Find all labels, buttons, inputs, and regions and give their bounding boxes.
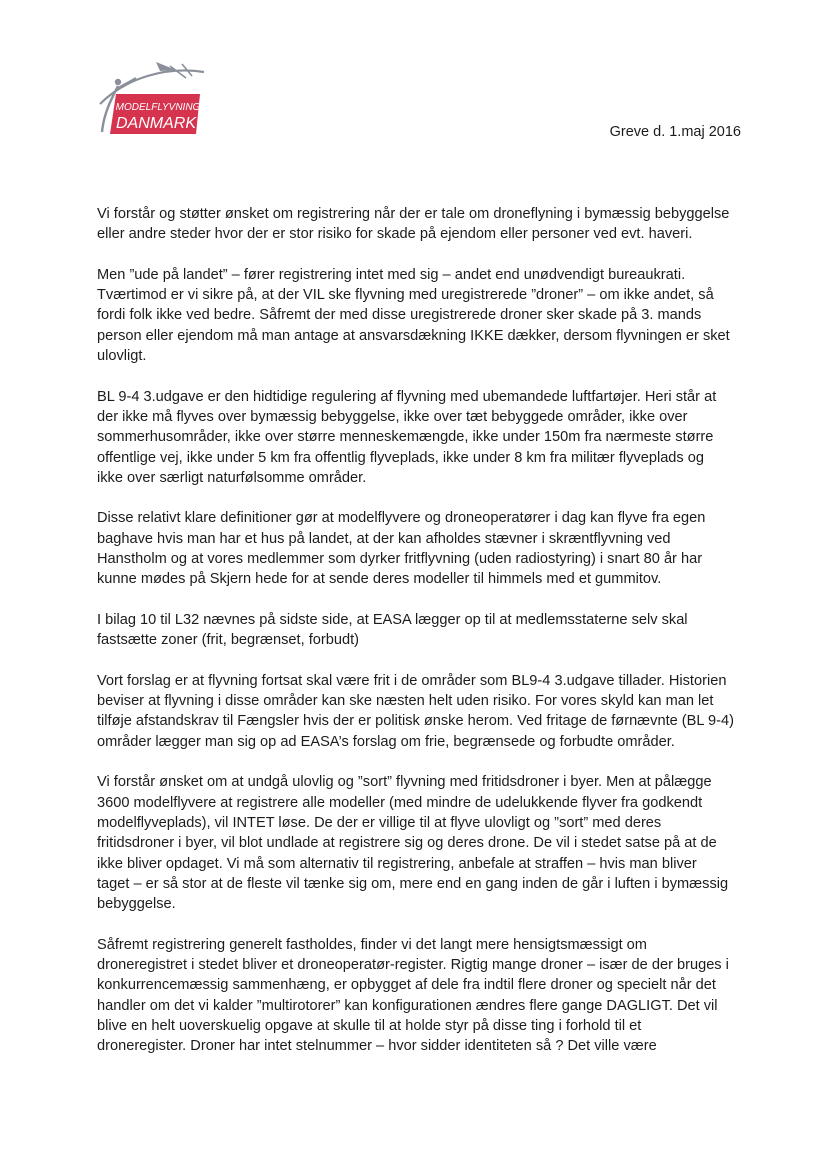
paragraph	[97, 610, 757, 651]
pilot-head	[115, 79, 121, 85]
logo-text-modelflyvning: MODELFLYVNING	[115, 102, 201, 113]
text-line: blive en helt uoverskuelig opgave at skulle til at holde styr på disse ting i forhold til et	[97, 1017, 642, 1034]
text-line: person eller ejendom må man antage at ansvarsdækning IKKE dækker, dersom flyvningen er sket	[97, 327, 730, 344]
text-line: Hanstholm og at vores medlemmer som dyrker fritflyvning (uden radiostyring) i snart 80 år har	[97, 551, 703, 568]
text-line: sommerhusområder, ikke over større menneskemængde, ikke under 150m fra nærmeste større	[97, 429, 714, 446]
text-line: 3600 modelflyvere at registrere alle modeller (med mindre de udelukkende flyver fra godkendt	[97, 794, 703, 811]
text-line: Såfremt registrering generelt fastholdes, finder vi det langt mere hensigtsmæssigt om	[97, 936, 647, 953]
text-line: droneregistret i stedet bliver et droneoperatør-register. Rigtig mange droner – især de der bruges i	[97, 956, 729, 973]
logo-text-danmark: DANMARK	[115, 115, 197, 132]
paragraph	[97, 671, 757, 752]
text-line: Men ”ude på landet” – fører registrering intet med sig – andet end unødvendigt bureaukrati.	[97, 266, 686, 283]
text-line: ikke bliver opdaget. Vi må som alternativ til registrering, anbefale at straffen – hvis man bliver	[97, 855, 697, 872]
text-line: Vi forstår ønsket om at undgå ulovlig og ”sort” flyvning med fritidsdroner i byer. Men at pålægge	[97, 774, 712, 791]
paragraph	[97, 935, 757, 1057]
text-line: bebyggelse.	[97, 896, 176, 913]
text-line: konkurrencemæssig sammenhæng, er opbygget af dele fra indtil flere droner og specielt når det	[97, 977, 716, 994]
text-line: beviser at flyvning i disse områder kan ske næsten helt uden risiko. For vores skyld kan man let	[97, 693, 714, 710]
text-line: eller andre steder hvor der er stor risiko for skade på ejendom eller personer ved evt. haveri.	[97, 226, 693, 243]
text-line: ikke over særligt naturfølsomme områder.	[97, 469, 367, 486]
paragraph	[97, 387, 757, 488]
text-line: fordi folk ikke ved bedre. Såfremt der med disse uregistrerede droner sker skade på 3. mands	[97, 307, 702, 324]
paragraph	[97, 204, 757, 245]
text-line: taget – er så stor at de fleste vil tænke sig om, mere end en gang inden de går i luften i bymæssig	[97, 875, 729, 892]
letter-body	[97, 204, 757, 1077]
text-line: Vort forslag er at flyvning fortsat skal være frit i de områder som BL9-4 3.udgave tillader. Historien	[97, 672, 727, 689]
text-line: Tværtimod er vi sikre på, at der VIL ske flyvning med uregistrerede ”droner” – om ikke andet, så	[97, 287, 714, 304]
text-line: kunne mødes på Skjern hede for at sende deres modeller til himmels med et gummitov.	[97, 571, 662, 588]
text-line: handler om det vi kalder ”multirotorer” kan konfigurationen ændres flere gange DAGLIGT. Det vil	[97, 997, 718, 1014]
paragraph	[97, 508, 757, 589]
paragraph	[97, 265, 757, 366]
text-line: der ikke må flyves over bymæssig bebyggelse, ikke over tæt bebyggede områder, ikke over	[97, 408, 688, 425]
text-line: fritidsdroner i byer, vil blot undlade at registrere sig og deres drone. De vil i stedet satse på at de	[97, 835, 717, 852]
paragraph	[97, 772, 757, 914]
text-line: Disse relativt klare definitioner gør at modelflyvere og droneoperatører i dag kan flyve fra egen	[97, 510, 706, 527]
letter-date: Greve d. 1.maj 2016	[609, 124, 741, 140]
text-line: tilføje afstandskrav til Fængsler hvis der er politisk ønske herom. Ved fritage de førnævnte (BL 9-4)	[97, 713, 734, 730]
club-logo	[96, 58, 216, 142]
aircraft-silhouette	[156, 62, 176, 71]
text-line: offentlige vej, ikke under 5 km fra offentlig flyveplads, ikke under 8 km fra militær flyveplads og	[97, 449, 705, 466]
model-aircraft-logo-graphic	[96, 58, 216, 142]
text-line: baghave hvis man har et hus på landet, at der kan afholdes stævner i skræntflyvning ved	[97, 530, 671, 547]
text-line: ulovligt.	[97, 348, 147, 365]
text-line: modelflyveplads), vil INTET løse. De der er villige til at flyve ulovligt og ”sort” med deres	[97, 814, 662, 831]
text-line: områder lægger man sig op ad EASA’s forslag om frie, begrænsede og forbudte områder.	[97, 733, 675, 750]
text-line: Vi forstår og støtter ønsket om registrering når der er tale om droneflyning i bymæssig bebyggelse	[97, 206, 730, 222]
text-line: droneregister. Droner har intet stelnummer – hvor sidder identiteten så ? Det ville være	[97, 1038, 657, 1055]
text-line: I bilag 10 til L32 nævnes på sidste side, at EASA lægger op til at medlemsstaterne selv skal	[97, 611, 688, 628]
text-line: fastsætte zoner (frit, begrænset, forbudt)	[97, 632, 359, 649]
text-line: BL 9-4 3.udgave er den hidtidige regulering af flyvning med ubemandede luftfartøjer. Heri står at	[97, 388, 717, 405]
